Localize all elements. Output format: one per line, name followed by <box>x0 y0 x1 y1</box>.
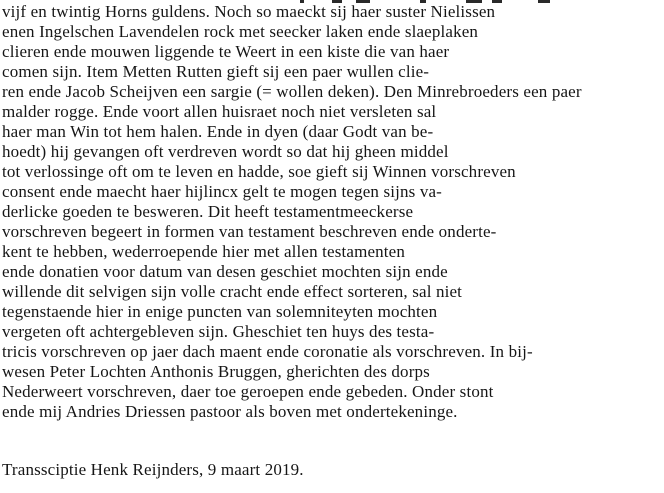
text-line: clieren ende mouwen liggende te Weert in een kiste die van haer <box>2 42 450 61</box>
text-line: Nederweert vorschreven, daer toe geroepen ende gebeden. Onder stont <box>2 382 494 401</box>
text-line: kent te hebben, wederroepende hier met allen testamenten <box>2 242 406 261</box>
transcription-credit: Transsciptie Henk Reijnders, 9 maart 2019. <box>2 460 304 479</box>
text-line: comen sijn. Item Metten Rutten gieft sij een paer wullen clie- <box>2 62 430 81</box>
text-line: enen Ingelschen Lavendelen rock met seecker laken ende slaeplaken <box>2 22 479 41</box>
text-line: ende donatien voor datum van desen geschiet mochten sijn ende <box>2 262 448 281</box>
text-line: ren ende Jacob Scheijven een sargie (= wollen deken). Den Minrebroeders een paer <box>2 82 582 101</box>
text-line: wesen Peter Lochten Anthonis Bruggen, gherichten des dorps <box>2 362 430 381</box>
text-line: hoedt) hij gevangen oft verdreven wordt so dat hij gheen middel <box>2 142 449 161</box>
body-lines <box>2 2 664 422</box>
text-line: derlicke goeden te besweren. Dit heeft testamentmeeckerse <box>2 202 414 221</box>
text-line: vijf en twintig Horns guldens. Noch so maeckt sij haer suster Nielissen <box>2 2 496 21</box>
transcription-text-block <box>2 2 664 480</box>
text-line: ende mij Andries Driessen pastoor als boven met ondertekeninge. <box>2 402 458 421</box>
text-line: willende dit selvigen sijn volle cracht ende effect sorteren, sal niet <box>2 282 463 301</box>
text-line: malder rogge. Ende voort allen huisraet noch niet versleten sal <box>2 102 437 121</box>
text-line: consent ende maecht haer hijlincx gelt te mogen tegen sijns va- <box>2 182 442 201</box>
text-line: vergeten oft achtergebleven sijn. Gheschiet ten huys des testa- <box>2 322 435 341</box>
text-line: tegenstaende hier in enige puncten van solemniteyten mochten <box>2 302 438 321</box>
text-line: tot verlossinge oft om te leven en hadde, soe gieft sij Winnen vorschreven <box>2 162 516 181</box>
text-line: tricis vorschreven op jaer dach maent ende coronatie als vorschreven. In bij- <box>2 342 533 361</box>
text-line: haer man Win tot hem halen. Ende in dyen (daar Godt van be- <box>2 122 434 141</box>
text-line: vorschreven begeert in formen van testament beschreven ende onderte- <box>2 222 497 241</box>
